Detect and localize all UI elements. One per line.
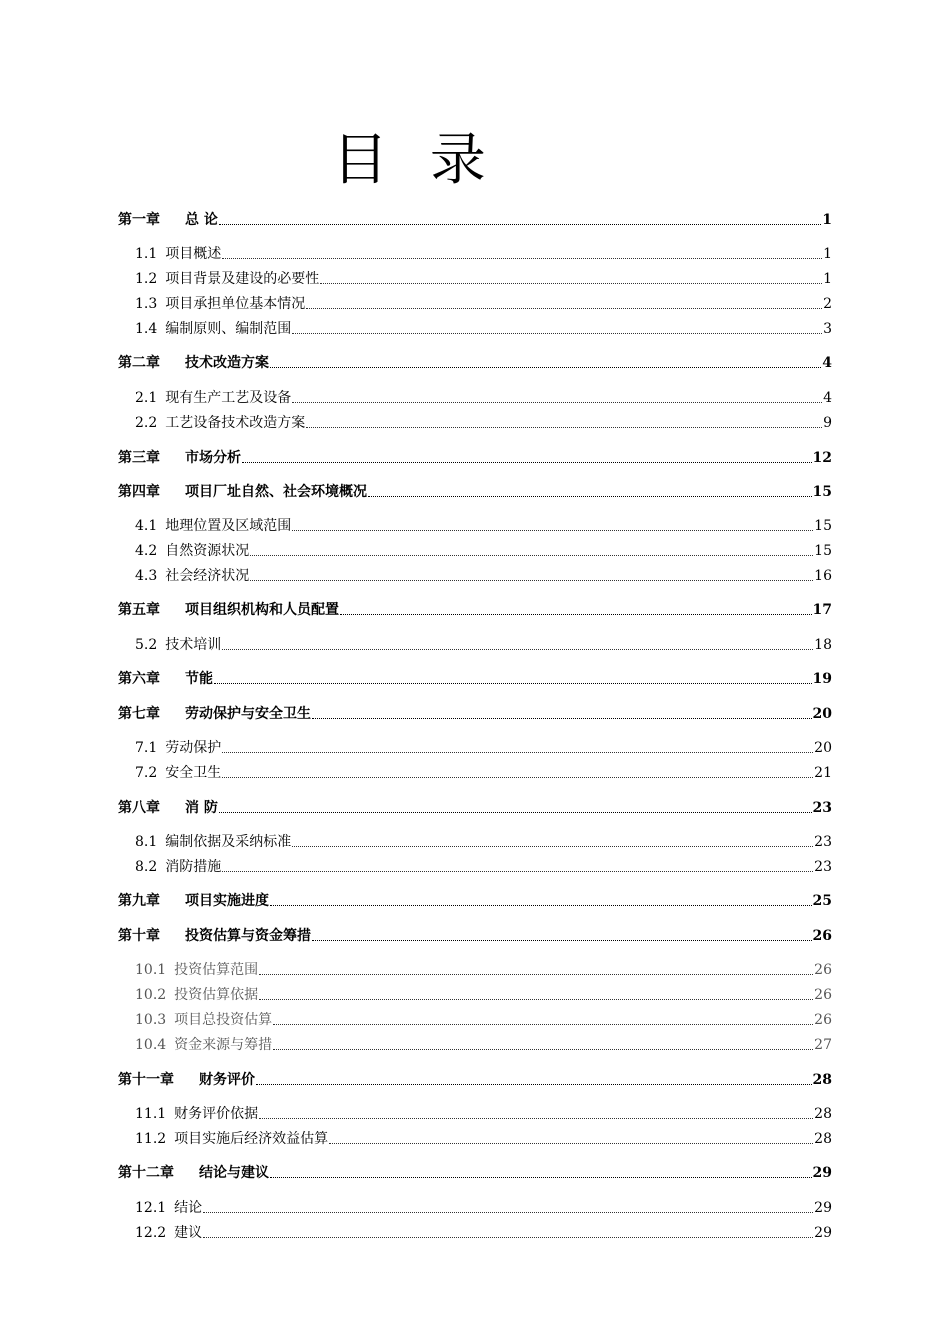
toc-entry-number: 第二章 xyxy=(118,355,160,371)
toc-chapter-entry[interactable] xyxy=(118,208,832,230)
toc-entry-label: 资金来源与筹措 xyxy=(174,1037,273,1053)
toc-entry-label: 技术培训 xyxy=(165,637,222,653)
toc-entry-number: 12.1 xyxy=(135,1200,167,1216)
toc-dot-leader xyxy=(292,388,822,408)
toc-entry-label: 项目厂址自然、社会环境概况 xyxy=(185,484,367,500)
toc-entry-number: 第一章 xyxy=(118,212,160,228)
toc-entry-number: 第六章 xyxy=(118,671,160,687)
toc-entry-page-number: 16 xyxy=(814,568,832,584)
toc-section-entry[interactable] xyxy=(118,292,832,314)
toc-dot-leader xyxy=(270,1163,812,1183)
toc-dot-leader xyxy=(259,1104,813,1124)
toc-section-entry[interactable] xyxy=(118,1196,832,1218)
toc-entry-number: 4.3 xyxy=(135,568,158,584)
toc-entry-number: 11.2 xyxy=(135,1131,167,1147)
toc-entry-page-number: 3 xyxy=(823,321,832,337)
toc-entry-number: 12.2 xyxy=(135,1225,167,1241)
toc-entry-page-number: 26 xyxy=(814,987,832,1003)
toc-entry-page-number: 23 xyxy=(814,859,832,875)
toc-entry-page-number: 28 xyxy=(814,1106,832,1122)
toc-entry-number: 1.4 xyxy=(135,321,158,337)
toc-section-entry[interactable] xyxy=(118,386,832,408)
toc-section-entry[interactable] xyxy=(118,736,832,758)
toc-dot-leader xyxy=(320,269,822,289)
toc-entry-label: 消防措施 xyxy=(165,859,222,875)
toc-chapter-entry[interactable] xyxy=(118,598,832,620)
toc-entry-label: 项目实施后经济效益估算 xyxy=(174,1131,329,1147)
toc-entry-label: 投资估算与资金筹措 xyxy=(185,928,311,944)
toc-section-entry[interactable] xyxy=(118,411,832,433)
toc-entry-number: 7.2 xyxy=(135,765,158,781)
toc-entry-page-number: 17 xyxy=(812,602,832,618)
toc-entry-number: 10.1 xyxy=(135,962,167,978)
toc-entry-number: 2.2 xyxy=(135,415,158,431)
toc-dot-leader xyxy=(312,704,812,724)
toc-chapter-entry[interactable] xyxy=(118,480,832,502)
toc-entry-number: 2.1 xyxy=(135,390,158,406)
toc-entry-number: 第七章 xyxy=(118,706,160,722)
toc-entry-number: 第三章 xyxy=(118,450,160,466)
toc-dot-leader xyxy=(292,516,813,536)
toc-dot-leader xyxy=(203,1223,813,1243)
toc-dot-leader xyxy=(256,1070,812,1090)
toc-dot-leader xyxy=(340,600,812,620)
toc-section-entry[interactable] xyxy=(118,1127,832,1149)
toc-entry-page-number: 29 xyxy=(814,1225,832,1241)
toc-chapter-entry[interactable] xyxy=(118,667,832,689)
toc-section-entry[interactable] xyxy=(118,267,832,289)
toc-section-entry[interactable] xyxy=(118,317,832,339)
toc-entry-label: 消 防 xyxy=(185,800,218,816)
toc-entry-label: 财务评价 xyxy=(199,1072,255,1088)
toc-dot-leader xyxy=(306,294,822,314)
toc-entry-page-number: 18 xyxy=(814,637,832,653)
toc-entry-number: 第十一章 xyxy=(118,1072,174,1088)
toc-entry-label: 投资估算依据 xyxy=(174,987,259,1003)
toc-entry-label: 市场分析 xyxy=(185,450,241,466)
toc-entry-number: 10.2 xyxy=(135,987,167,1003)
toc-chapter-entry[interactable] xyxy=(118,351,832,373)
toc-entry-number: 4.2 xyxy=(135,543,158,559)
toc-dot-leader xyxy=(222,635,813,655)
toc-entry-page-number: 15 xyxy=(814,518,832,534)
toc-dot-leader xyxy=(222,763,813,783)
toc-dot-leader xyxy=(273,1035,813,1055)
toc-entry-number: 7.1 xyxy=(135,740,158,756)
toc-entry-label: 工艺设备技术改造方案 xyxy=(165,415,306,431)
toc-section-entry[interactable] xyxy=(118,958,832,980)
toc-section-entry[interactable] xyxy=(118,633,832,655)
toc-entry-number: 第九章 xyxy=(118,893,160,909)
toc-dot-leader xyxy=(292,832,813,852)
toc-entry-page-number: 4 xyxy=(823,390,832,406)
toc-entry-label: 自然资源状况 xyxy=(165,543,250,559)
toc-chapter-entry[interactable] xyxy=(118,446,832,468)
toc-dot-leader xyxy=(222,244,822,264)
toc-dot-leader xyxy=(222,738,813,758)
toc-entry-page-number: 27 xyxy=(814,1037,832,1053)
toc-entry-page-number: 29 xyxy=(814,1200,832,1216)
toc-entry-number: 5.2 xyxy=(135,637,158,653)
toc-entry-label: 财务评价依据 xyxy=(174,1106,259,1122)
page-title: 目 录 xyxy=(332,128,498,193)
toc-section-entry[interactable] xyxy=(118,761,832,783)
toc-dot-leader xyxy=(250,566,813,586)
toc-entry-label: 现有生产工艺及设备 xyxy=(165,390,292,406)
toc-entry-label: 编制原则、编制范围 xyxy=(165,321,292,337)
toc-entry-page-number: 23 xyxy=(814,834,832,850)
toc-entry-number: 1.1 xyxy=(135,246,158,262)
toc-entry-number: 第十二章 xyxy=(118,1165,174,1181)
toc-section-entry[interactable] xyxy=(118,1033,832,1055)
toc-entry-label: 安全卫生 xyxy=(165,765,222,781)
toc-entry-label: 劳动保护 xyxy=(165,740,222,756)
toc-entry-page-number: 1 xyxy=(822,212,832,228)
toc-section-entry[interactable] xyxy=(118,539,832,561)
toc-dot-leader xyxy=(273,1010,813,1030)
toc-entry-label: 项目概述 xyxy=(165,246,222,262)
toc-chapter-entry[interactable] xyxy=(118,1161,832,1183)
toc-section-entry[interactable] xyxy=(118,855,832,877)
toc-chapter-entry[interactable] xyxy=(118,702,832,724)
toc-dot-leader xyxy=(242,448,812,468)
toc-entry-page-number: 19 xyxy=(812,671,832,687)
toc-section-entry[interactable] xyxy=(118,1102,832,1124)
toc-entry-page-number: 15 xyxy=(812,484,832,500)
toc-dot-leader xyxy=(270,353,821,373)
toc-entry-number: 11.1 xyxy=(135,1106,167,1122)
toc-entry-page-number: 1 xyxy=(823,246,832,262)
toc-entry-page-number: 23 xyxy=(812,800,832,816)
toc-entry-number: 8.1 xyxy=(135,834,158,850)
toc-section-entry[interactable] xyxy=(118,983,832,1005)
toc-entry-number: 第五章 xyxy=(118,602,160,618)
toc-entry-page-number: 26 xyxy=(814,962,832,978)
toc-dot-leader xyxy=(368,482,812,502)
toc-entry-label: 投资估算范围 xyxy=(174,962,259,978)
toc-entry-page-number: 15 xyxy=(814,543,832,559)
toc-dot-leader xyxy=(214,669,812,689)
toc-entry-label: 技术改造方案 xyxy=(185,355,269,371)
toc-entry-page-number: 21 xyxy=(814,765,832,781)
toc-dot-leader xyxy=(259,960,813,980)
toc-entry-number: 第四章 xyxy=(118,484,160,500)
toc-entry-label: 地理位置及区域范围 xyxy=(165,518,292,534)
toc-entry-number: 10.3 xyxy=(135,1012,167,1028)
toc-entry-label: 社会经济状况 xyxy=(165,568,250,584)
toc-section-entry[interactable] xyxy=(118,564,832,586)
toc-entry-number: 第十章 xyxy=(118,928,160,944)
toc-entry-number: 第八章 xyxy=(118,800,160,816)
toc-section-entry[interactable] xyxy=(118,1008,832,1030)
toc-entry-number: 1.3 xyxy=(135,296,158,312)
toc-dot-leader xyxy=(329,1129,813,1149)
toc-entry-label: 项目组织机构和人员配置 xyxy=(185,602,339,618)
toc-entry-label: 编制依据及采纳标准 xyxy=(165,834,292,850)
toc-chapter-entry[interactable] xyxy=(118,889,832,911)
toc-entry-page-number: 26 xyxy=(812,928,832,944)
toc-entry-page-number: 4 xyxy=(822,355,832,371)
toc-section-entry[interactable] xyxy=(118,514,832,536)
toc-entry-number: 10.4 xyxy=(135,1037,167,1053)
toc-dot-leader xyxy=(292,319,822,339)
toc-entry-page-number: 1 xyxy=(823,271,832,287)
toc-entry-page-number: 29 xyxy=(812,1165,832,1181)
toc-section-entry[interactable] xyxy=(118,830,832,852)
toc-entry-page-number: 25 xyxy=(812,893,832,909)
toc-chapter-entry[interactable] xyxy=(118,796,832,818)
toc-dot-leader xyxy=(222,857,813,877)
toc-dot-leader xyxy=(270,891,812,911)
toc-dot-leader xyxy=(250,541,813,561)
toc-entry-label: 劳动保护与安全卫生 xyxy=(185,706,311,722)
toc-section-entry[interactable] xyxy=(118,1221,832,1243)
toc-entry-page-number: 28 xyxy=(814,1131,832,1147)
toc-section-entry[interactable] xyxy=(118,242,832,264)
toc-entry-label: 结论与建议 xyxy=(199,1165,269,1181)
toc-entry-page-number: 12 xyxy=(812,450,832,466)
toc-entry-number: 8.2 xyxy=(135,859,158,875)
toc-entry-number: 1.2 xyxy=(135,271,158,287)
toc-dot-leader xyxy=(259,985,813,1005)
toc-entry-label: 项目背景及建设的必要性 xyxy=(165,271,320,287)
toc-entry-page-number: 28 xyxy=(812,1072,832,1088)
toc-entry-page-number: 26 xyxy=(814,1012,832,1028)
toc-dot-leader xyxy=(203,1198,813,1218)
toc-entry-page-number: 20 xyxy=(814,740,832,756)
toc-entry-label: 建议 xyxy=(174,1225,203,1241)
toc-entry-page-number: 2 xyxy=(823,296,832,312)
toc-dot-leader xyxy=(312,926,812,946)
toc-dot-leader xyxy=(306,413,822,433)
toc-dot-leader xyxy=(219,210,821,230)
toc-entry-page-number: 20 xyxy=(812,706,832,722)
toc-chapter-entry[interactable] xyxy=(118,924,832,946)
toc-entry-number: 4.1 xyxy=(135,518,158,534)
toc-chapter-entry[interactable] xyxy=(118,1068,832,1090)
toc-entry-label: 节能 xyxy=(185,671,213,687)
toc-entry-label: 项目总投资估算 xyxy=(174,1012,273,1028)
toc-entry-label: 结论 xyxy=(174,1200,203,1216)
toc-entry-label: 总 论 xyxy=(185,212,218,228)
toc-entry-label: 项目实施进度 xyxy=(185,893,269,909)
toc-dot-leader xyxy=(219,798,812,818)
toc-entry-label: 项目承担单位基本情况 xyxy=(165,296,306,312)
toc-entry-page-number: 9 xyxy=(823,415,832,431)
